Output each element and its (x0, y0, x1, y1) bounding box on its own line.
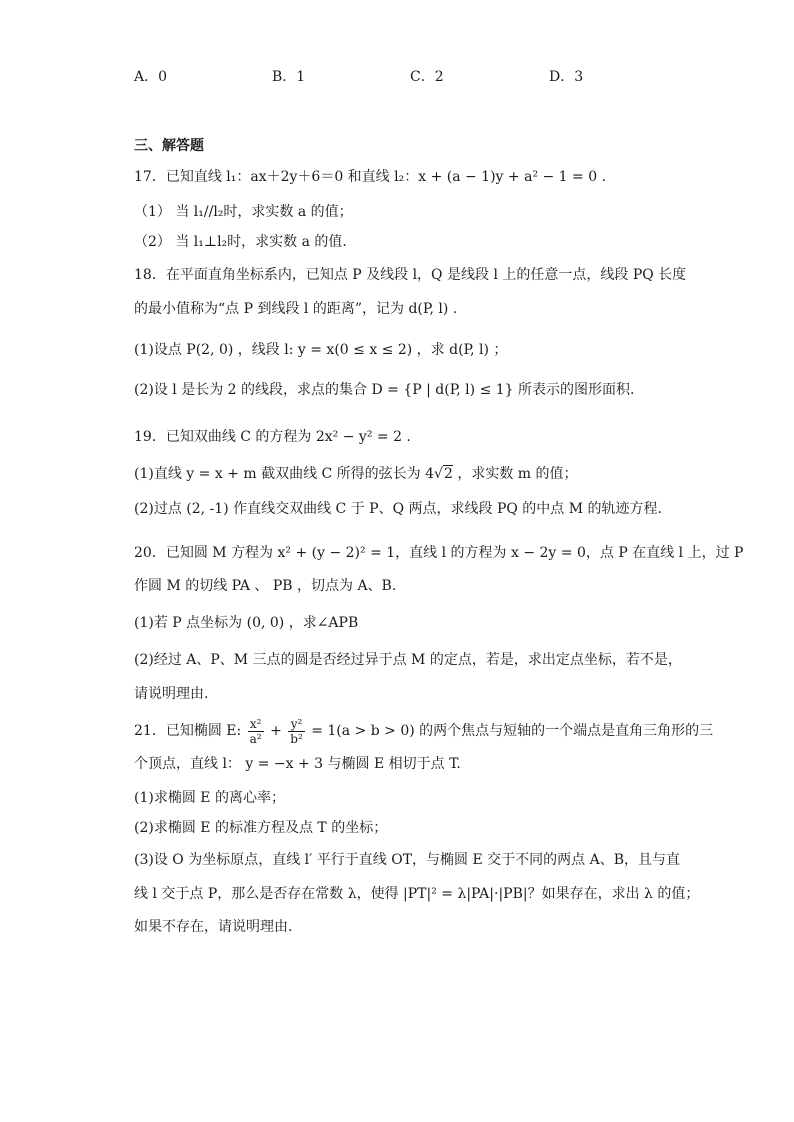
sqrt-symbol: √2 (434, 466, 453, 482)
q19-part1-pre: (1)直线 y = x + m 截双曲线 C 所得的弦长为 4 (134, 466, 435, 482)
q21-part1: (1)求椭圆 E 的离心率； (134, 790, 285, 806)
q20-part2-line1: (2)经过 A、P、M 三点的圆是否经过异于点 M 的定点，若是，求出定点坐标，若不是， (134, 652, 682, 668)
fraction-y2-b2 (288, 717, 305, 746)
q17-part2: （2） 当 l₁⊥l₂时，求实数 a 的值. (134, 234, 347, 250)
frac1-numerator: x² (248, 717, 264, 732)
q17-part1: （1） 当 l₁//l₂时，求实数 a 的值； (134, 204, 353, 220)
option-c: C．2 (410, 69, 444, 85)
fraction-x2-a2 (248, 717, 264, 746)
q21-part2: (2)求椭圆 E 的标准方程及点 T 的坐标； (134, 820, 388, 836)
q21-stem-line2: 个顶点，直线 l： y = −x + 3 与椭圆 E 相切于点 T. (134, 756, 461, 772)
frac1-denominator: a² (249, 731, 262, 746)
section-title: 三、解答题 (134, 138, 204, 154)
q18-stem-line2: 的最小值称为“点 P 到线段 l 的距离”，记为 d(P, l) . (134, 301, 458, 317)
q17-stem: 17．已知直线 l₁：ax＋2y＋6＝0 和直线 l₂：x + (a − 1)y + a² − 1 = 0 . (134, 169, 607, 185)
q20-stem-line1: 20．已知圆 M 方程为 x² + (y − 2)² = 1，直线 l 的方程为 x − 2y = 0，点 P 在直线 l 上，过 P (134, 545, 744, 561)
frac2-numerator: y² (288, 717, 305, 732)
q19-stem: 19．已知双曲线 C 的方程为 2x² − y² = 2 . (134, 429, 411, 445)
q19-part2: (2)过点 (2, -1) 作直线交双曲线 C 于 P、Q 两点，求线段 PQ 的中点 M 的轨迹方程. (134, 501, 662, 517)
q20-part2-line2: 请说明理由. (134, 686, 209, 702)
q19-part1 (134, 464, 578, 484)
option-d: D．3 (549, 69, 584, 85)
q21-stem-pre: 21．已知椭圆 E: (134, 723, 246, 739)
q21-plus: + (265, 723, 287, 739)
q18-part2: (2)设 l 是长为 2 的线段，求点的集合 D = {P | d(P, l) ≤ 1} 所表示的图形面积. (134, 382, 635, 398)
q21-stem-line1 (134, 713, 713, 749)
q21-part3-line2: 线 l 交于点 P，那么是否存在常数 λ，使得 |PT|² = λ|PA|·|PB|？如果存在，求出 λ 的值； (134, 886, 700, 902)
option-b: B．1 (272, 69, 306, 85)
frac2-denominator: b² (290, 731, 303, 746)
q18-stem-line1: 18．在平面直角坐标系内，已知点 P 及线段 l，Q 是线段 l 上的任意一点，线段 PQ 长度 (134, 267, 687, 283)
q21-part3-line3: 如果不存在，请说明理由. (134, 919, 293, 935)
q19-part1-post: ，求实数 m 的值； (452, 466, 578, 482)
q20-stem-line2: 作圆 M 的切线 PA 、 PB ，切点为 A、B. (134, 578, 397, 594)
q21-part3-line1: (3)设 O 为坐标原点，直线 l′ 平行于直线 OT，与椭圆 E 交于不同的两点 A、B，且与直 (134, 852, 680, 868)
q21-stem-post: = 1(a > b > 0) 的两个焦点与短轴的一个端点是直角三角形的三 (306, 723, 714, 739)
option-a: A．0 (134, 69, 168, 85)
q20-part1: (1)若 P 点坐标为 (0, 0) ，求∠APB (134, 615, 359, 631)
q18-part1: (1)设点 P(2, 0) ，线段 l: y = x(0 ≤ x ≤ 2) ，求 d(P, l) ； (134, 342, 508, 358)
q19-radicand: 2 (443, 466, 453, 482)
